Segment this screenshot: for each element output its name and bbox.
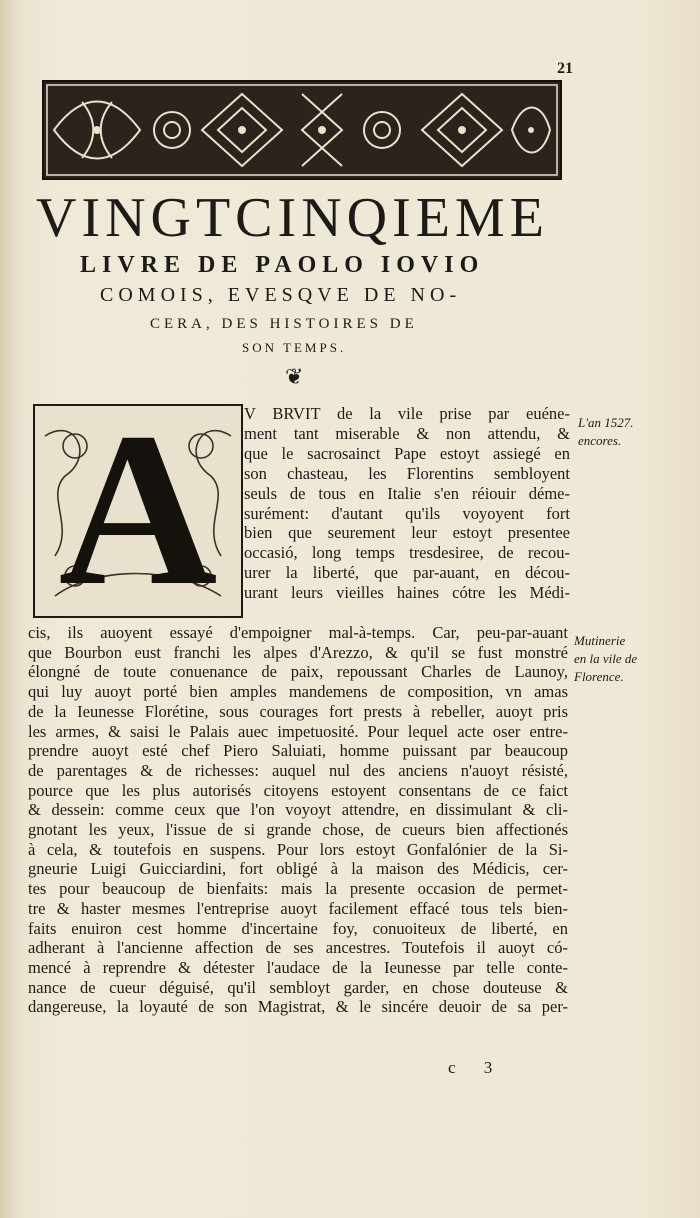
ornamental-header-band [42,80,562,180]
text-line: surément: d'autant qu'ils voyoyent fort [244,503,570,523]
text-line: occasió, long temps tresdesiree, de recou- [244,543,570,563]
text-line: de la Ieunesse Florétine, sous courages fort prests à rebeller, auoyt pris [28,701,568,721]
text-line: tre & haster mesmes l'entreprise auoyt facilement effacé tous tels bien- [28,898,568,918]
text-line: son chasteau, les Florentins sembloyent [244,463,570,483]
text-line: tes pour beaucoup de bienfaits: mais la presente occasion de permet- [28,879,568,899]
text-line: pource que les plus autorisés citoyens estoyent consentans de ce faict [28,780,568,800]
title-line-3: COMOIS, EVESQVE DE NO- [100,284,462,306]
title-line-2: LIVRE DE PAOLO IOVIO [80,252,485,278]
text-line: de parentages & de richesses: auquel nul des anciens n'auoyt résisté, [28,760,568,780]
text-line: seuls de tous en Italie s'en réiouir déme- [244,483,570,503]
text-line: que Bourbon eust franchi les alpes d'Arezzo, & qu'il se fust monstré [28,642,568,662]
text-line: adherant à l'ancienne affection de ses ancestres. Toutefois il auoyt có- [28,938,568,958]
text-line: faits enuiron cest homme d'incertaine foy, conuoiteux de liberté, en [28,918,568,938]
margin-note-line: en la vile de [574,651,638,666]
text-line: à cela, & toutefois en suspens. Pour lors estoyt Gonfalónier de la Si- [28,839,568,859]
text-line: que le sacrosainct Pape estoyt assiegé en [244,443,570,463]
text-line: bien que seurement leur estoyt presentee [244,523,570,543]
text-line: ment tant miserable & non attendu, & [244,423,570,443]
margin-note-year [578,414,634,450]
signature-mark: c 3 [448,1058,505,1077]
text-line: urant leurs vieilles haines cótre les Médi- [244,583,570,603]
text-line: nance de cueur déguisé, qu'il sembloyt garder, en chose douteuse & [28,977,568,997]
title-line-5: SON TEMPS. [242,340,347,355]
text-line: cis, ils auoyent essayé d'empoigner mal-à-temps. Car, peu-par-auant [28,623,568,642]
page-number: 21 [557,60,573,77]
margin-note-line: Mutinerie [574,633,626,648]
text-line: dangereuse, la loyauté de son Magistrat, & le sincére deuoir de sa per- [28,997,568,1017]
text-line: prendre auoyt esté chef Piero Saluiati, homme puissant par beaucoup [28,741,568,761]
text-line: gnotant les yeux, l'issue de si grande chose, de cueurs bien affectionés [28,820,568,840]
text-line: les armes, & saisi le Palais auec impetuosité. Pour lequel acte oser entre- [28,721,568,741]
intro-text-block [244,404,570,603]
decorated-initial [33,404,243,618]
fleuron-icon: ❦ [285,364,304,389]
text-line: élongné de toute conuenance de paix, repoussant Charles de Launoy, [28,662,568,682]
title-line-4: CERA, DES HISTOIRES DE [150,316,418,332]
body-text-block [28,623,568,1017]
margin-note-line: L'an 1527. [578,415,634,430]
text-line: V BRVIT de la vile prise par euéne- [244,404,570,423]
title-line-1: VINGTCINQIEME [36,187,549,249]
margin-note-line: encores. [578,433,622,448]
text-line: urer la liberté, que par-auant, en décou- [244,563,570,583]
text-line: gneurie Luigi Guicciardini, fort obligé à la maison des Médicis, cer- [28,859,568,879]
text-line: & dessein: comme ceux que l'on voyoyt attendre, en dissimulant & cli- [28,800,568,820]
text-line: mencé à reprendre & détester l'audace de la Ieunesse par telle conte- [28,957,568,977]
text-line: qui luy auoyt porté bien amples mandemens de composition, vn amas [28,682,568,702]
drop-cap-letter: A [58,404,218,618]
margin-note-mutiny [574,632,637,686]
margin-note-line: Florence. [574,669,624,684]
